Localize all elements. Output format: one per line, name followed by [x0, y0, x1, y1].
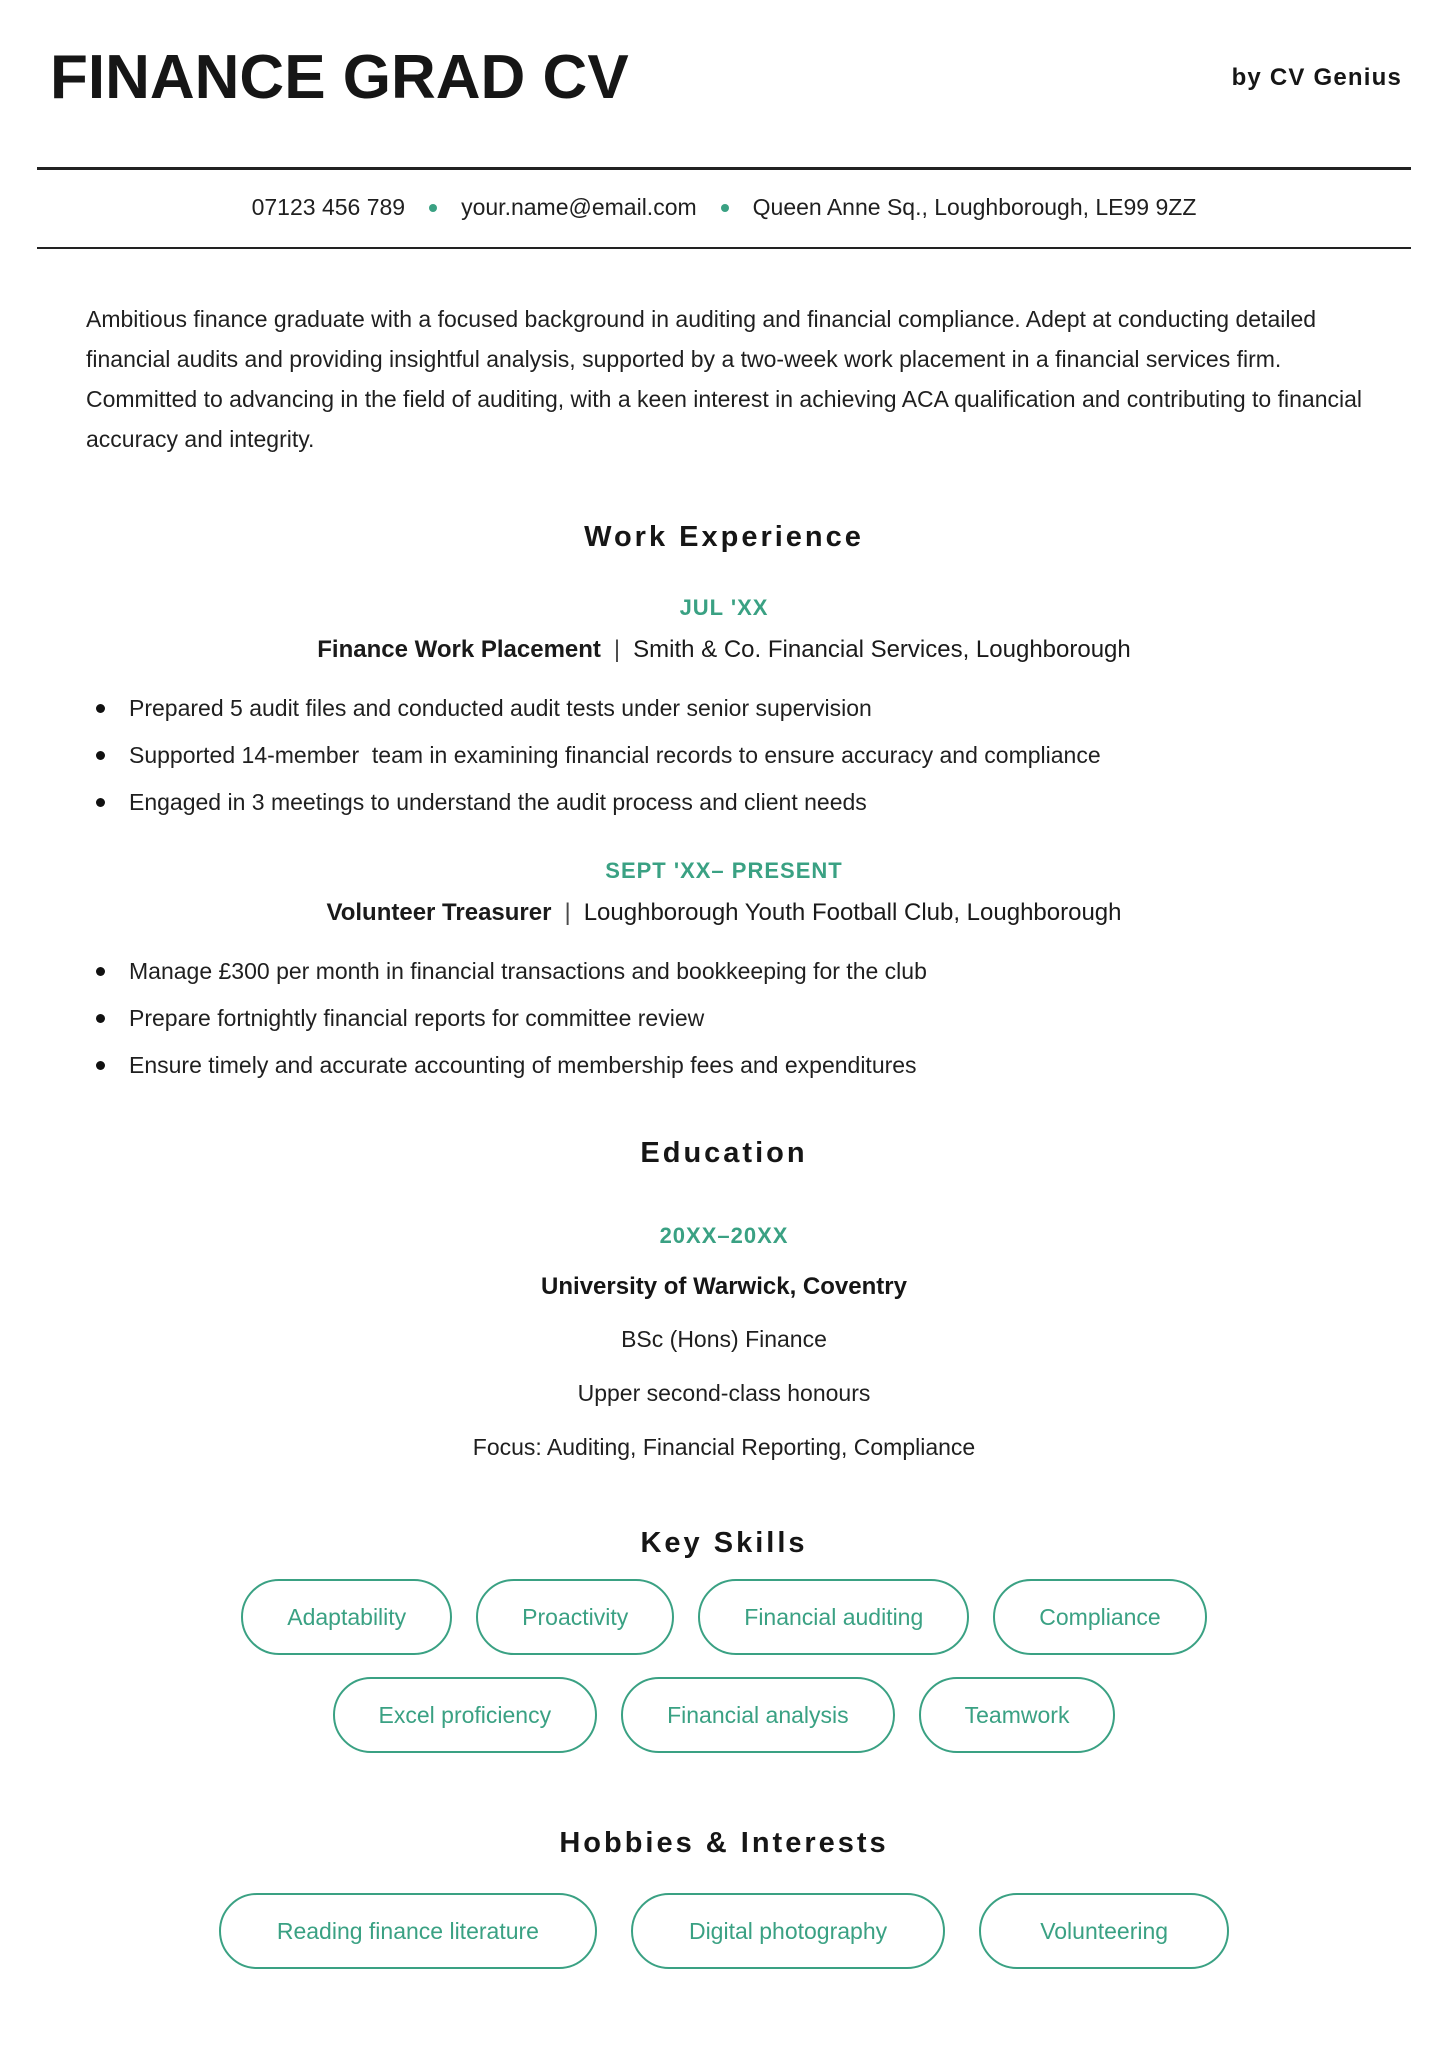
job-bullet: Engaged in 3 meetings to understand the audit process and client needs: [92, 789, 1362, 816]
section-heading-hobbies: Hobbies & Interests: [559, 1827, 889, 1860]
job-entry: [0, 858, 1448, 1079]
pipe-separator: |: [613, 636, 621, 664]
section-heading-key-skills: Key Skills: [640, 1527, 808, 1560]
job-dates: JUL 'XX: [679, 595, 769, 621]
skill-pill: Financial auditing: [698, 1579, 969, 1655]
hobby-pill: Digital photography: [631, 1893, 945, 1969]
professional-summary: Ambitious finance graduate with a focused background in auditing and financial compliance. Adept at conducting detailed financial audits and providing insightful analysis, supported by a two-week work placement in a financial services firm. Committed to advancing in the field of auditing, with a keen interest in achieving ACA qualification and contributing to financial accuracy and integrity.: [86, 306, 1362, 453]
skill-pill: Proactivity: [476, 1579, 674, 1655]
skill-pill: Adaptability: [241, 1579, 452, 1655]
page-title: FINANCE GRAD CV: [50, 43, 629, 112]
job-company: Loughborough Youth Football Club, Loughborough: [583, 899, 1122, 927]
skill-pill: Teamwork: [919, 1677, 1116, 1753]
job-title: Finance Work Placement: [317, 636, 601, 664]
job-role-line: [0, 898, 1448, 928]
job-bullet-list: [92, 958, 1362, 1079]
section-heading-education: Education: [640, 1137, 808, 1170]
education-entry: [0, 1223, 1448, 1461]
header: [0, 0, 1448, 112]
education-dates: 20XX–20XX: [659, 1223, 789, 1249]
skill-pill: Compliance: [993, 1579, 1206, 1655]
education-focus: Focus: Auditing, Financial Reporting, Compliance: [472, 1434, 976, 1461]
dot-separator-icon: [429, 204, 437, 212]
contact-address: Queen Anne Sq., Loughborough, LE99 9ZZ: [752, 194, 1197, 221]
contact-phone: 07123 456 789: [251, 194, 406, 221]
hobby-pill: Reading finance literature: [219, 1893, 597, 1969]
job-bullet: Prepared 5 audit files and conducted audit tests under senior supervision: [92, 695, 1362, 722]
job-title: Volunteer Treasurer: [326, 899, 552, 927]
job-role-line: [0, 635, 1448, 665]
dot-separator-icon: [721, 204, 729, 212]
job-bullet: Ensure timely and accurate accounting of membership fees and expenditures: [92, 1052, 1362, 1079]
job-company: Smith & Co. Financial Services, Loughborough: [633, 636, 1131, 664]
education-school: University of Warwick, Coventry: [541, 1273, 907, 1301]
header-divider-bottom: [37, 247, 1411, 249]
skill-pill: Financial analysis: [621, 1677, 895, 1753]
job-bullet: Manage £300 per month in financial transactions and bookkeeping for the club: [92, 958, 1362, 985]
education-grade: Upper second-class honours: [577, 1380, 871, 1407]
job-bullet-list: [92, 695, 1362, 816]
contact-bar: [0, 170, 1448, 247]
skill-pill: Excel proficiency: [333, 1677, 598, 1753]
byline: by CV Genius: [1231, 64, 1402, 92]
pipe-separator: |: [564, 899, 571, 927]
skills-row: [0, 1677, 1448, 1753]
section-heading-work-experience: Work Experience: [584, 521, 864, 554]
hobby-pill: Volunteering: [979, 1893, 1229, 1969]
job-entry: [0, 595, 1448, 816]
contact-email: your.name@email.com: [461, 194, 697, 221]
job-bullet: Supported 14-member team in examining financial records to ensure accuracy and compliance: [92, 742, 1362, 769]
education-degree: BSc (Hons) Finance: [621, 1326, 827, 1353]
job-dates: SEPT 'XX– PRESENT: [605, 858, 843, 884]
job-bullet: Prepare fortnightly financial reports for committee review: [92, 1005, 1362, 1032]
skills-row: [0, 1579, 1448, 1655]
hobbies-row: [0, 1893, 1448, 1969]
